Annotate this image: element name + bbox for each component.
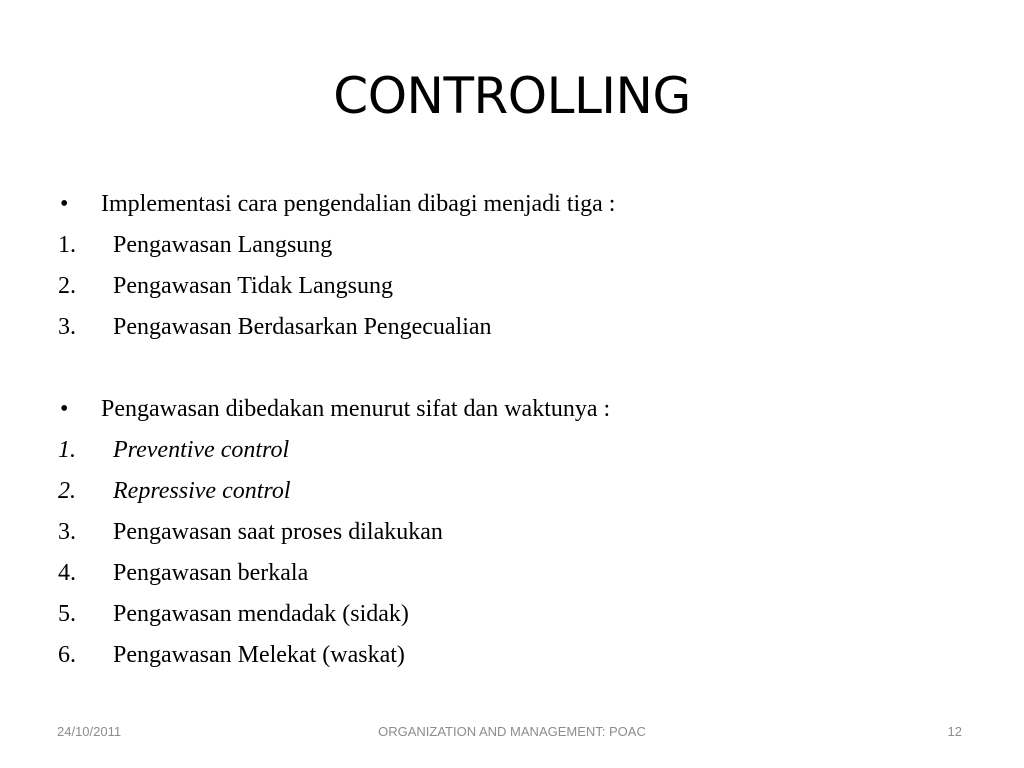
list-item [58,635,978,676]
footer-date: 24/10/2011 [57,724,122,739]
list-item-text: Pengawasan berkala [113,560,309,586]
list-number: 3. [58,519,76,545]
list-item-text: Pengawasan Langsung [113,232,333,258]
list-item-text: Pengawasan Tidak Langsung [113,273,393,299]
list-item-text: Pengawasan Melekat (waskat) [113,642,405,668]
bullet-marker: • [60,396,69,422]
spacer [58,348,978,389]
list-item [58,553,978,594]
list-number: 1. [58,232,76,258]
list-item-text: Pengawasan Berdasarkan Pengecualian [113,314,492,340]
list-number: 6. [58,642,76,668]
list-item [58,225,978,266]
list-number: 1. [58,437,76,463]
list-item [58,430,978,471]
slide-title: CONTROLLING [333,67,691,125]
list-item [58,307,978,348]
list-item [58,471,978,512]
bullet-text: Pengawasan dibedakan menurut sifat dan waktunya : [101,396,611,422]
bullet-text: Implementasi cara pengendalian dibagi menjadi tiga : [101,191,616,217]
list-item-text: Pengawasan mendadak (sidak) [113,601,409,627]
list-item-text: Repressive control [113,478,291,504]
list-number: 4. [58,560,76,586]
footer-title: ORGANIZATION AND MANAGEMENT: POAC [378,724,646,739]
slide-body [58,184,978,676]
bullet-item [58,184,978,225]
bullet-item [58,389,978,430]
list-number: 5. [58,601,76,627]
list-item [58,266,978,307]
list-item-text: Preventive control [113,437,290,463]
bullet-marker: • [60,191,69,217]
list-item-text: Pengawasan saat proses dilakukan [113,519,443,545]
list-item [58,512,978,553]
list-number: 2. [58,478,76,504]
list-number: 2. [58,273,76,299]
page-number: 12 [947,724,962,739]
list-number: 3. [58,314,76,340]
list-item [58,594,978,635]
